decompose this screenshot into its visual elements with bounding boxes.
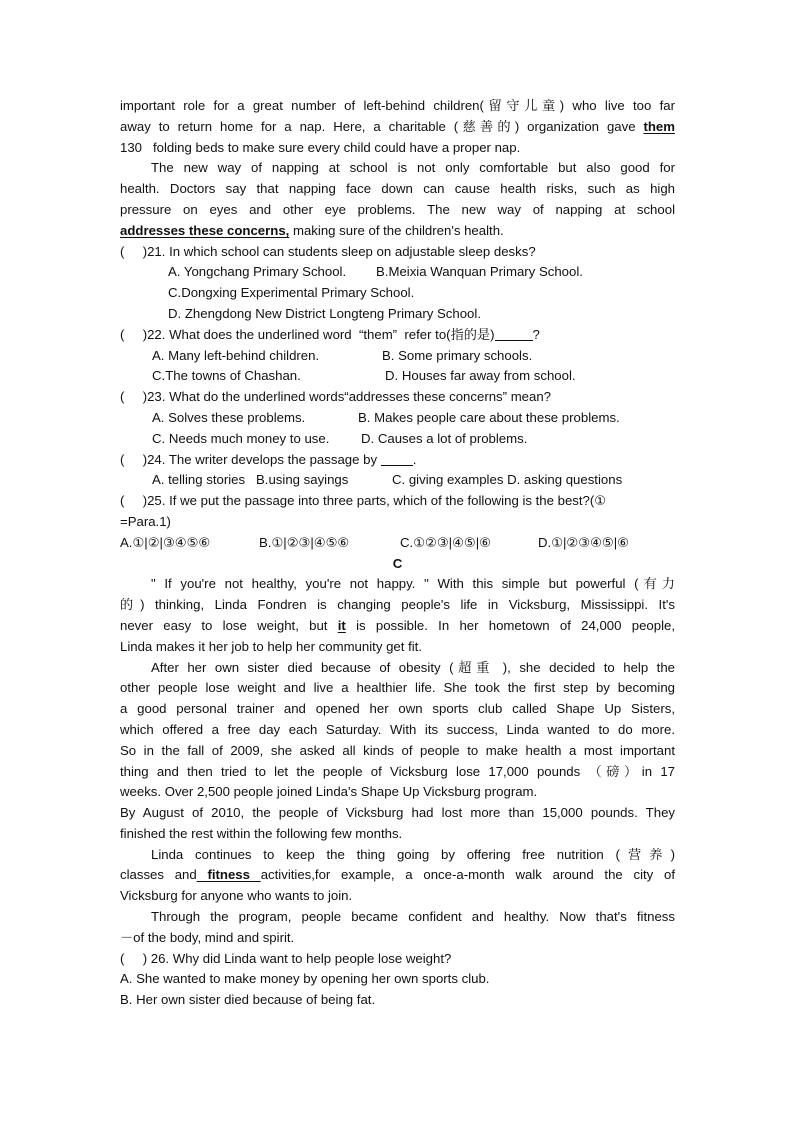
text-line: weeks. Over 2,500 people joined Linda's Shape Up Vicksburg program. [120,784,538,800]
text-line: health. Doctors say that napping face down can cause health risks, such as high [120,181,675,197]
option-a: A. She wanted to make money by opening her own sports club. [120,971,490,987]
question-stem: ( )22. What does the underlined word “them” refer to(指的是) ? [120,326,540,342]
text-line: away to return home for a nap. Here, a charitable (慈善的) organization gave them [120,118,675,134]
option-b: B.Meixia Wanquan Primary School. [376,264,583,280]
option-b: B.using sayings [256,472,349,488]
answer-blank[interactable] [495,326,533,341]
question-21 [120,242,675,325]
option-c-d: C. giving examples D. asking questions [392,472,623,488]
options-row [120,429,675,450]
question-stem: ( )21. In which school can students sleep on adjustable sleep desks? [120,243,536,259]
options-row [120,346,675,367]
underlined-it: it [337,617,346,633]
options-row [120,366,675,387]
option-a: A. Many left-behind children. [152,347,320,363]
passage-c-paragraph-1 [120,574,675,657]
text-line: finished the rest within the following few months. [120,825,403,841]
text-line: 130 folding beds to make sure every child could have a proper nap. [120,139,521,155]
text-line: Linda continues to keep the thing going by offering free nutrition (营养) [151,846,675,862]
text-line: pressure on eyes and other eye problems. The new way of napping at school [120,201,675,217]
question-stem: ( )23. What do the underlined words“addresses these concerns” mean? [120,389,552,405]
options-row [120,533,675,554]
option-b: B. Makes people care about these problems. [358,409,620,425]
text-line: addresses these concerns, making sure of the children's health. [120,222,504,238]
underlined-fitness: fitness [196,867,261,883]
text-line: other people lose weight and live a healthier life. She took the first step by becoming [120,680,675,696]
text-line: important role for a great number of left-behind children(留守儿童) who live too far [120,98,675,113]
passage-c-paragraph-4 [120,907,675,949]
text-line: " If you're not healthy, you're not happy. " With this simple but powerful (有力 [151,576,675,592]
text-line: thing and then tried to let the people of Vicksburg lose 17,000 pounds （磅）in 17 [120,763,675,779]
option-b: B. Some primary schools. [382,347,533,363]
question-stem: ( )24. The writer develops the passage by . [120,451,417,467]
option-c: C.Dongxing Experimental Primary School. [168,285,415,301]
question-23 [120,387,675,449]
text-line: which offered a free day each Saturday. With its success, Linda wanted to do more. [120,721,675,737]
question-24 [120,450,675,492]
options-row [120,470,675,491]
text-line: So in the fall of 2009, she asked all kinds of people to make health a most important [120,742,675,758]
text-line: By August of 2010, the people of Vicksburg had lost more than 15,000 pounds. They [120,805,675,821]
option-a: A. telling stories [152,472,246,488]
options-row [120,408,675,429]
text-line: The new way of napping at school is not only comfortable but also good for [151,160,675,176]
option-a: A. Solves these problems. [152,409,306,425]
question-26 [120,949,675,1011]
option-d: D. Zhengdong New District Longteng Primary School. [168,305,481,321]
answer-blank[interactable] [381,451,413,466]
option-c: C.①②③|④⑤|⑥ [400,534,491,550]
passage-c-paragraph-2 [120,658,675,845]
text-line: classes and fitness activities,for example, a once-a-month walk around the city of [120,867,675,883]
passage-b-paragraph-2 [120,158,675,241]
passage-b-paragraph-1 [120,96,675,158]
options-row [120,262,675,283]
option-d: D. Houses far away from school. [385,368,576,384]
question-stem: ( )25. If we put the passage into three parts, which of the following is the best?(① [120,493,607,509]
underlined-them: them [643,118,675,134]
section-heading: C [392,555,403,571]
text-line: a good personal trainer and opened her own sports club called Shape Up Sisters, [120,701,675,717]
text-line: －of the body, mind and spirit. [120,929,295,945]
option-c: C. Needs much money to use. [152,430,330,446]
option-d: D. Causes a lot of problems. [361,430,528,446]
question-25 [120,491,675,553]
text-line: Linda makes it her job to help her community get fit. [120,638,422,654]
option-c: C.The towns of Chashan. [152,368,301,384]
text-line: Vicksburg for anyone who wants to join. [120,888,353,904]
text-line: never easy to lose weight, but it is possible. In her hometown of 24,000 people, [120,617,675,633]
text-line: 的) thinking, Linda Fondren is changing people's life in Vicksburg, Mississippi. It's [120,597,675,613]
question-22 [120,325,675,387]
option-a: A.①|②|③④⑤⑥ [120,534,211,550]
passage-c-paragraph-3 [120,845,675,907]
underlined-addresses-these-concerns: addresses these concerns, [120,222,290,238]
text-line: After her own sister died because of obesity (超重 ), she decided to help the [151,659,675,675]
document-page [120,96,675,1011]
option-a: A. Yongchang Primary School. [168,264,347,280]
question-stem-cont: =Para.1) [120,513,171,529]
text-line: Through the program, people became confident and healthy. Now that's fitness [151,909,675,925]
option-b: B.①|②③|④⑤⑥ [259,534,350,550]
option-d: D.①|②③④⑤|⑥ [538,534,629,550]
question-stem: ( ) 26. Why did Linda want to help people lose weight? [120,950,452,966]
option-b: B. Her own sister died because of being fat. [120,992,376,1008]
